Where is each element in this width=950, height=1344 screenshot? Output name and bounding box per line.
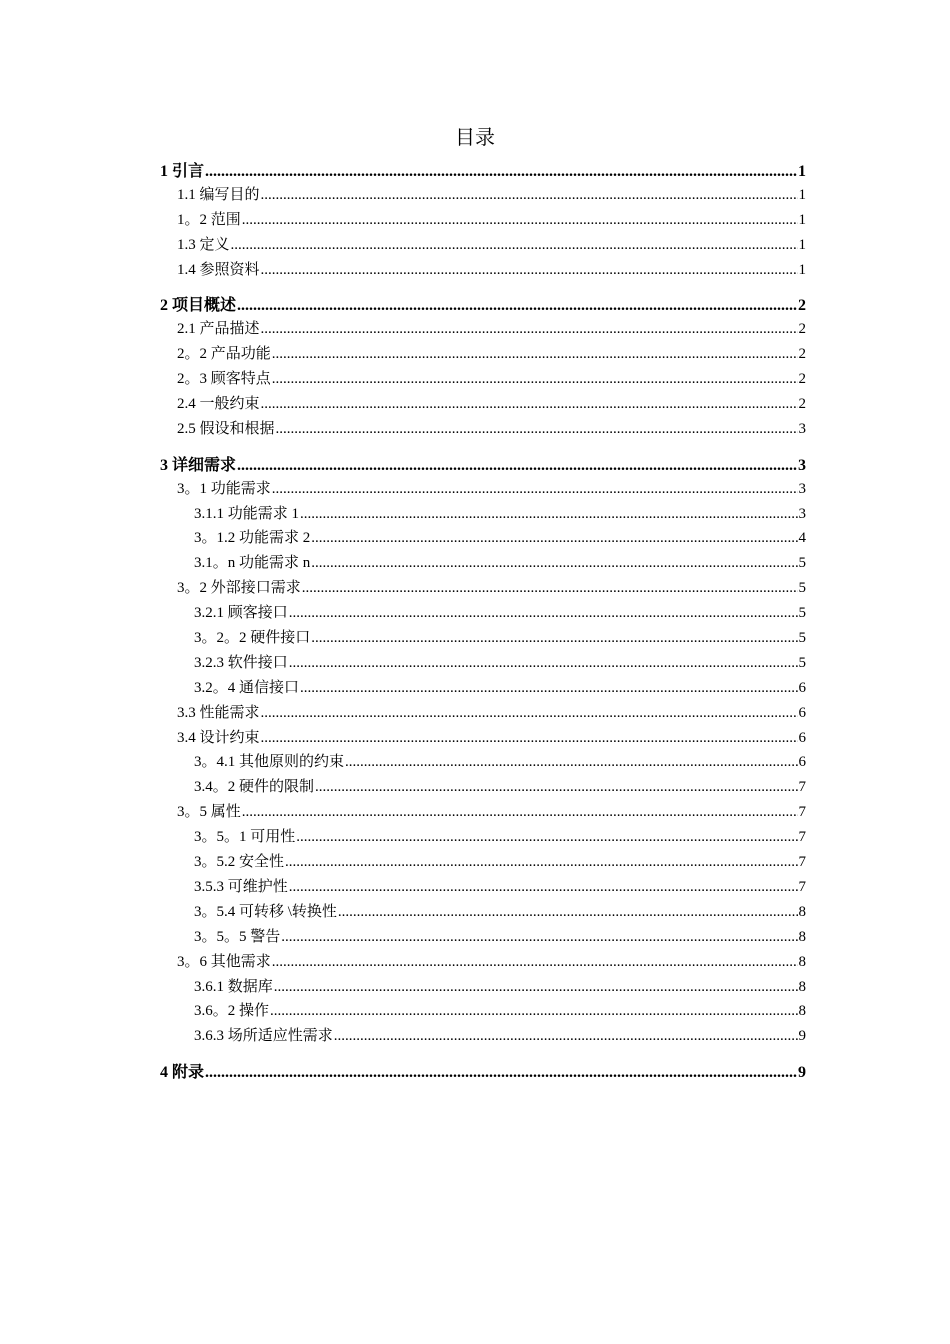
toc-entry[interactable]	[160, 317, 806, 342]
toc-dot-leader	[276, 421, 798, 438]
toc-entry-page-number: 5	[798, 580, 806, 597]
toc-entry-page-number: 6	[798, 754, 806, 771]
toc-entry[interactable]	[160, 158, 806, 183]
toc-dot-leader	[334, 1028, 798, 1045]
toc-entry-label: 2.1 产品描述	[177, 321, 260, 338]
toc-entry-label: 1。2 范围	[177, 211, 241, 228]
toc-entry[interactable]	[160, 999, 806, 1024]
toc-dot-leader	[261, 321, 798, 338]
toc-entry-page-number: 2	[798, 396, 806, 413]
toc-entry[interactable]	[160, 701, 806, 726]
toc-entry-page-number: 5	[798, 630, 806, 647]
toc-entry-page-number: 5	[798, 555, 806, 572]
toc-entry-label: 3。6 其他需求	[177, 953, 271, 970]
toc-entry-page-number: 7	[798, 779, 806, 796]
toc-dot-leader	[270, 1003, 797, 1020]
toc-entry-page-number: 7	[798, 854, 806, 871]
toc-entry-label: 3。1 功能需求	[177, 480, 271, 497]
toc-entry[interactable]	[160, 875, 806, 900]
toc-entry-page-number: 1	[798, 186, 806, 203]
table-of-contents	[160, 158, 806, 1084]
toc-entry-label: 3。5。5 警告	[194, 928, 281, 945]
toc-dot-leader	[205, 163, 797, 181]
toc-dot-leader	[237, 297, 797, 315]
toc-entry[interactable]	[160, 925, 806, 950]
toc-dot-leader	[296, 829, 797, 846]
toc-entry-label: 3.4。2 硬件的限制	[194, 779, 315, 796]
toc-dot-leader	[242, 212, 798, 229]
toc-entry-page-number: 1	[798, 261, 806, 278]
toc-entry[interactable]	[160, 726, 806, 751]
toc-entry-page-number: 8	[798, 903, 806, 920]
toc-entry[interactable]	[160, 775, 806, 800]
toc-entry[interactable]	[160, 850, 806, 875]
toc-entry-label: 3.3 性能需求	[177, 704, 260, 721]
toc-entry-label: 2。2 产品功能	[177, 346, 271, 363]
toc-dot-leader	[272, 481, 798, 498]
toc-entry[interactable]	[160, 626, 806, 651]
toc-entry-page-number: 2	[798, 371, 806, 388]
toc-dot-leader	[261, 262, 798, 279]
toc-entry[interactable]	[160, 601, 806, 626]
toc-entry-label: 3.2.3 软件接口	[194, 654, 288, 671]
toc-entry-page-number: 1	[798, 211, 806, 228]
toc-dot-leader	[242, 804, 798, 821]
toc-entry[interactable]	[160, 233, 806, 258]
toc-entry-label: 3.5.3 可维护性	[194, 878, 288, 895]
toc-dot-leader	[338, 904, 798, 921]
toc-entry-page-number: 3	[798, 456, 806, 474]
toc-entry[interactable]	[160, 292, 806, 317]
toc-dot-leader	[237, 457, 797, 475]
toc-entry-page-number: 6	[798, 679, 806, 696]
toc-entry-label: 1.4 参照资料	[177, 261, 260, 278]
toc-dot-leader	[289, 605, 798, 622]
toc-entry[interactable]	[160, 551, 806, 576]
toc-entry-page-number: 5	[798, 605, 806, 622]
toc-dot-leader	[300, 506, 797, 523]
toc-entry-label: 3.2.1 顾客接口	[194, 605, 288, 622]
toc-entry-label: 3.6.1 数据库	[194, 978, 273, 995]
toc-dot-leader	[311, 530, 797, 547]
toc-entry-label: 1.1 编写目的	[177, 186, 260, 203]
toc-entry-label: 3.4 设计约束	[177, 729, 260, 746]
toc-entry-label: 1 引言	[160, 163, 205, 180]
toc-entry-page-number: 6	[798, 729, 806, 746]
toc-entry-page-number: 8	[798, 928, 806, 945]
toc-dot-leader	[272, 371, 798, 388]
toc-entry-label: 3.1.1 功能需求 1	[194, 505, 300, 522]
toc-entry-label: 3。5 属性	[177, 804, 241, 821]
toc-dot-leader	[315, 779, 797, 796]
toc-entry-label: 3。5。1 可用性	[194, 829, 296, 846]
toc-entry[interactable]	[160, 342, 806, 367]
toc-entry-page-number: 9	[798, 1028, 806, 1045]
toc-entry-label: 2。3 顾客特点	[177, 371, 271, 388]
toc-dot-leader	[285, 854, 797, 871]
toc-dot-leader	[345, 754, 797, 771]
toc-entry-page-number: 3	[798, 505, 806, 522]
toc-entry-label: 3。4.1 其他原则的约束	[194, 754, 345, 771]
toc-entry[interactable]	[160, 651, 806, 676]
toc-entry[interactable]	[160, 502, 806, 527]
toc-entry[interactable]	[160, 576, 806, 601]
toc-dot-leader	[261, 705, 798, 722]
toc-entry-label: 3。2 外部接口需求	[177, 580, 301, 597]
toc-dot-leader	[261, 187, 798, 204]
toc-entry-label: 3.2。4 通信接口	[194, 679, 300, 696]
toc-dot-leader	[289, 655, 798, 672]
toc-entry-page-number: 2	[798, 346, 806, 363]
toc-entry[interactable]	[160, 367, 806, 392]
toc-entry-label: 2.4 一般约束	[177, 396, 260, 413]
toc-entry[interactable]	[160, 208, 806, 233]
toc-dot-leader	[274, 979, 798, 996]
toc-entry-label: 3。5.4 可转移 \转换性	[194, 903, 337, 920]
toc-dot-leader	[231, 237, 798, 254]
toc-entry[interactable]	[160, 477, 806, 502]
toc-entry-page-number: 8	[798, 978, 806, 995]
toc-dot-leader	[302, 580, 798, 597]
toc-entry-page-number: 3	[798, 420, 806, 437]
toc-entry[interactable]	[160, 975, 806, 1000]
toc-dot-leader	[289, 879, 798, 896]
toc-entry-page-number: 7	[798, 878, 806, 895]
toc-entry-label: 4 附录	[160, 1064, 205, 1082]
toc-entry-label: 3 详细需求	[160, 456, 237, 474]
toc-entry[interactable]	[160, 526, 806, 551]
toc-entry[interactable]	[160, 258, 806, 283]
toc-entry-label: 2.5 假设和根据	[177, 420, 275, 437]
toc-entry[interactable]	[160, 676, 806, 701]
toc-entry-label: 1.3 定义	[177, 236, 230, 253]
toc-entry-page-number: 2	[798, 297, 806, 315]
toc-entry[interactable]	[160, 392, 806, 417]
toc-entry[interactable]	[160, 417, 806, 442]
toc-entry-label: 3。5.2 安全性	[194, 854, 285, 871]
toc-dot-leader	[261, 730, 798, 747]
toc-entry-page-number: 1	[798, 236, 806, 253]
toc-dot-leader	[300, 680, 797, 697]
toc-dot-leader	[261, 396, 798, 413]
toc-entry[interactable]	[160, 800, 806, 825]
toc-dot-leader	[272, 346, 798, 363]
toc-entry[interactable]	[160, 750, 806, 775]
toc-entry-page-number: 7	[798, 829, 806, 846]
toc-dot-leader	[311, 630, 797, 647]
toc-dot-leader	[272, 954, 798, 971]
toc-entry-page-number: 1	[798, 163, 806, 180]
toc-entry[interactable]	[160, 1024, 806, 1049]
toc-entry[interactable]	[160, 452, 806, 477]
toc-entry[interactable]	[160, 825, 806, 850]
toc-entry-label: 2 项目概述	[160, 297, 237, 315]
toc-entry[interactable]	[160, 1059, 806, 1084]
toc-title: 目录	[455, 125, 495, 149]
toc-entry-page-number: 7	[798, 804, 806, 821]
toc-entry-page-number: 8	[798, 953, 806, 970]
toc-dot-leader	[205, 1064, 797, 1082]
toc-entry-page-number: 4	[798, 530, 806, 547]
toc-entry-page-number: 3	[798, 480, 806, 497]
toc-entry-page-number: 6	[798, 704, 806, 721]
toc-entry-label: 3.6.3 场所适应性需求	[194, 1028, 333, 1045]
toc-entry-page-number: 5	[798, 654, 806, 671]
toc-entry-page-number: 9	[798, 1064, 806, 1082]
toc-dot-leader	[311, 555, 797, 572]
toc-entry-page-number: 8	[798, 1003, 806, 1020]
toc-entry-label: 3。1.2 功能需求 2	[194, 530, 311, 547]
toc-entry[interactable]	[160, 183, 806, 208]
toc-entry[interactable]	[160, 900, 806, 925]
toc-entry[interactable]	[160, 950, 806, 975]
toc-entry-label: 3.1。n 功能需求 n	[194, 555, 311, 572]
toc-entry-label: 3.6。2 操作	[194, 1003, 270, 1020]
toc-entry-label: 3。2。2 硬件接口	[194, 630, 311, 647]
toc-entry-page-number: 2	[798, 321, 806, 338]
toc-dot-leader	[281, 929, 797, 946]
